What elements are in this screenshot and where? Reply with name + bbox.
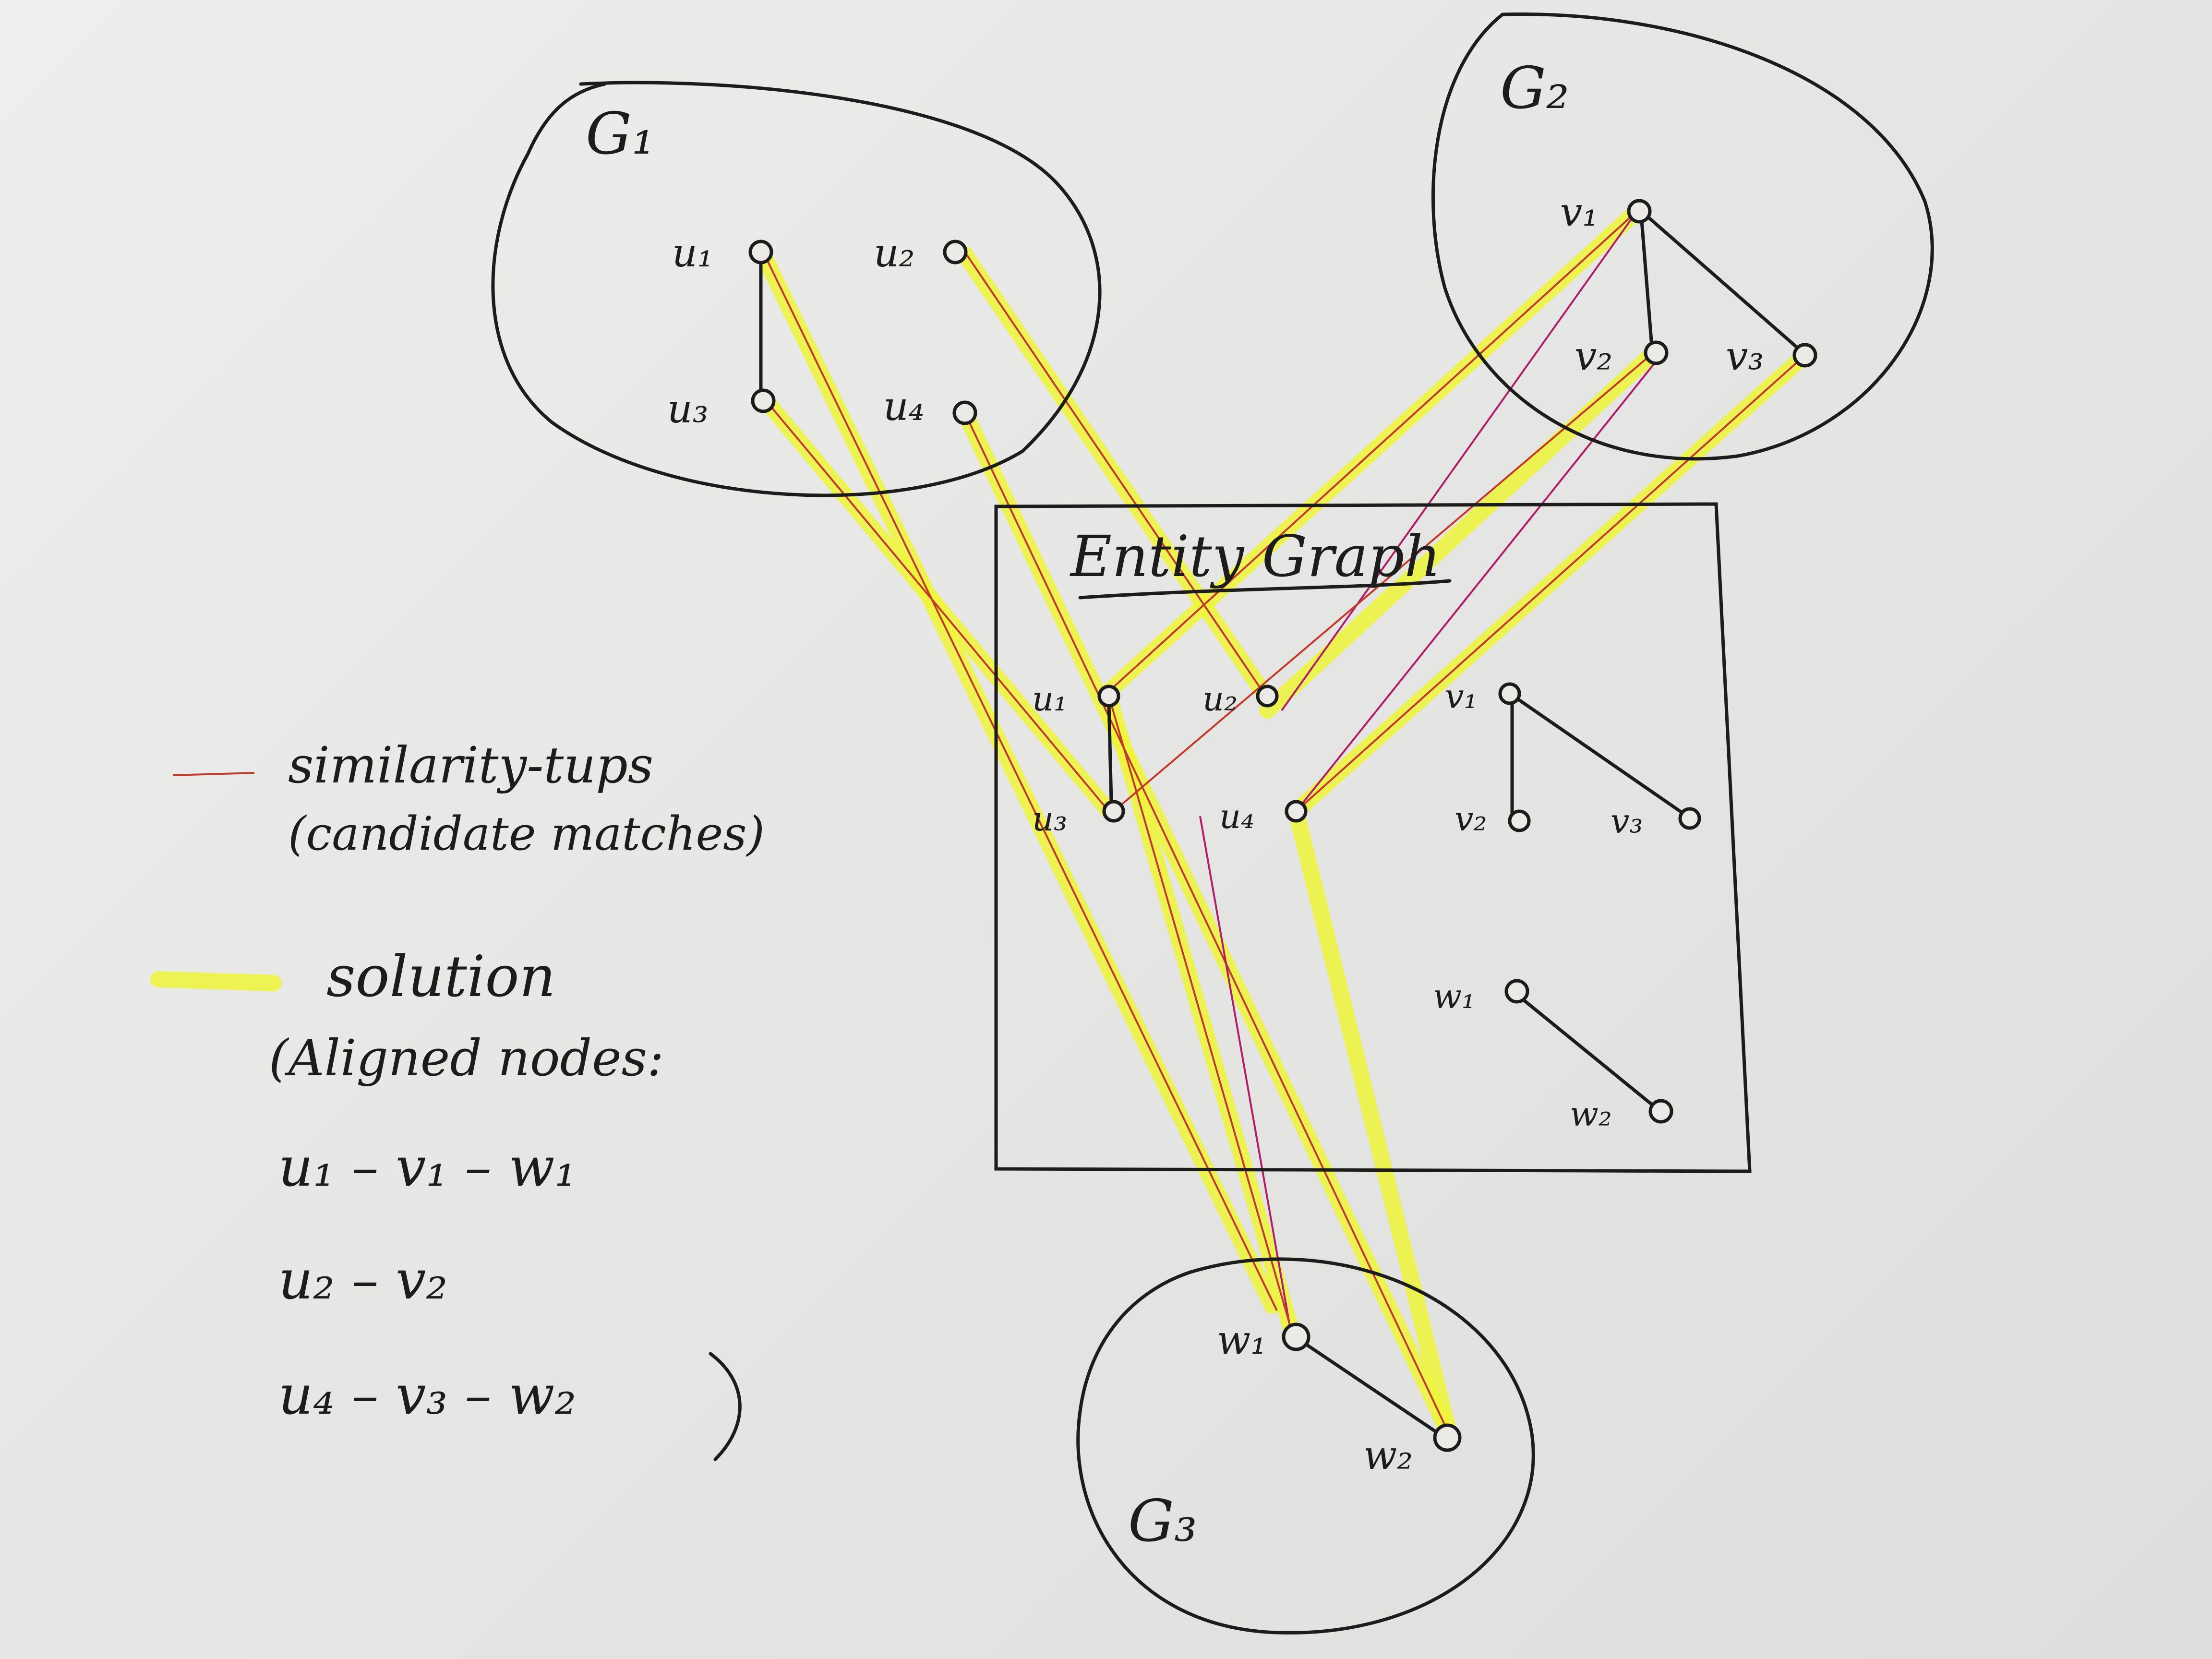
g1-label-u4: u₄	[883, 384, 925, 430]
g1-node-u1	[750, 241, 771, 263]
legend-aligned-1: u₁ – v₁ – w₁	[278, 1136, 577, 1199]
g3-node-w1	[1284, 1324, 1309, 1349]
hl-legend-solution	[158, 979, 274, 983]
eg-label-v1: v₁	[1445, 677, 1478, 716]
eg-label-u1: u₁	[1032, 679, 1068, 719]
g2-title: G₂	[1500, 55, 1569, 122]
legend-aligned-3: u₄ – v₃ – w₂	[278, 1364, 577, 1427]
g1-node-u4	[954, 402, 975, 423]
g1-title: G₁	[586, 101, 655, 168]
eg-node-u2	[1258, 686, 1277, 706]
g3-label-w2: w₂	[1363, 1433, 1413, 1479]
eg-node-v3	[1680, 809, 1699, 828]
entity-graph-title: Entity Graph	[1070, 523, 1441, 589]
g2-node-v1	[1629, 201, 1650, 222]
eg-label-w1: w₁	[1433, 977, 1475, 1016]
eg-node-w2	[1650, 1101, 1671, 1122]
legend-aligned-2: u₂ – v₂	[278, 1249, 448, 1311]
g1-label-u3: u₃	[667, 386, 709, 432]
legend-solution: solution	[326, 943, 556, 1010]
sim-u1-w1	[763, 252, 1277, 1310]
g3-label-w1: w₁	[1217, 1318, 1267, 1363]
eg-label-u3: u₃	[1032, 799, 1068, 839]
hl-entity-u4-w2	[1296, 811, 1450, 1435]
eg-label-u2: u₂	[1202, 679, 1238, 719]
g3-boundary	[1078, 1259, 1533, 1633]
g1-node-u2	[945, 241, 966, 263]
eg-node-v2	[1510, 811, 1529, 830]
g3-title: G₃	[1128, 1488, 1197, 1555]
g2-label-v1: v₁	[1560, 190, 1599, 235]
legend-closing-paren	[710, 1354, 740, 1459]
legend	[269, 736, 765, 1459]
g1-node-u3	[753, 390, 774, 411]
legend-aligned-header: (Aligned nodes:	[269, 1029, 664, 1087]
g2-edge-v1-v3	[1644, 214, 1798, 348]
legend-similarity-line2: (candidate matches)	[288, 807, 765, 861]
sim-legend	[173, 773, 254, 775]
g2-label-v3: v₃	[1726, 334, 1764, 379]
eg-label-v3: v₃	[1611, 802, 1643, 841]
eg-node-v1	[1500, 684, 1519, 703]
eg-label-v2: v₂	[1455, 799, 1487, 839]
eg-edge-v1-v3	[1517, 698, 1680, 811]
eg-node-u3	[1104, 802, 1123, 821]
sim-v1-u4	[1282, 211, 1637, 710]
eg-label-w2: w₂	[1570, 1094, 1612, 1134]
hl-u1-w1	[763, 254, 1272, 1306]
g2-node-v2	[1646, 342, 1667, 363]
g2-node-v3	[1794, 345, 1815, 366]
eg-node-u4	[1286, 802, 1306, 821]
eg-edge-u1-u3	[1109, 703, 1111, 802]
graph-g3	[1078, 1259, 1533, 1633]
legend-similarity-line1: similarity-tups	[288, 736, 654, 794]
g2-edge-v1-v2	[1642, 221, 1651, 341]
sim-u2-v	[965, 252, 1262, 691]
g1-label-u1: u₁	[672, 230, 713, 276]
eg-node-w1	[1506, 981, 1527, 1002]
eg-edge-w1-w2	[1522, 998, 1651, 1104]
g3-node-w2	[1435, 1425, 1460, 1450]
g2-label-v2: v₂	[1575, 334, 1613, 379]
eg-label-u4: u₄	[1219, 797, 1255, 836]
g1-label-u2: u₂	[874, 230, 915, 276]
eg-node-u1	[1099, 686, 1118, 706]
